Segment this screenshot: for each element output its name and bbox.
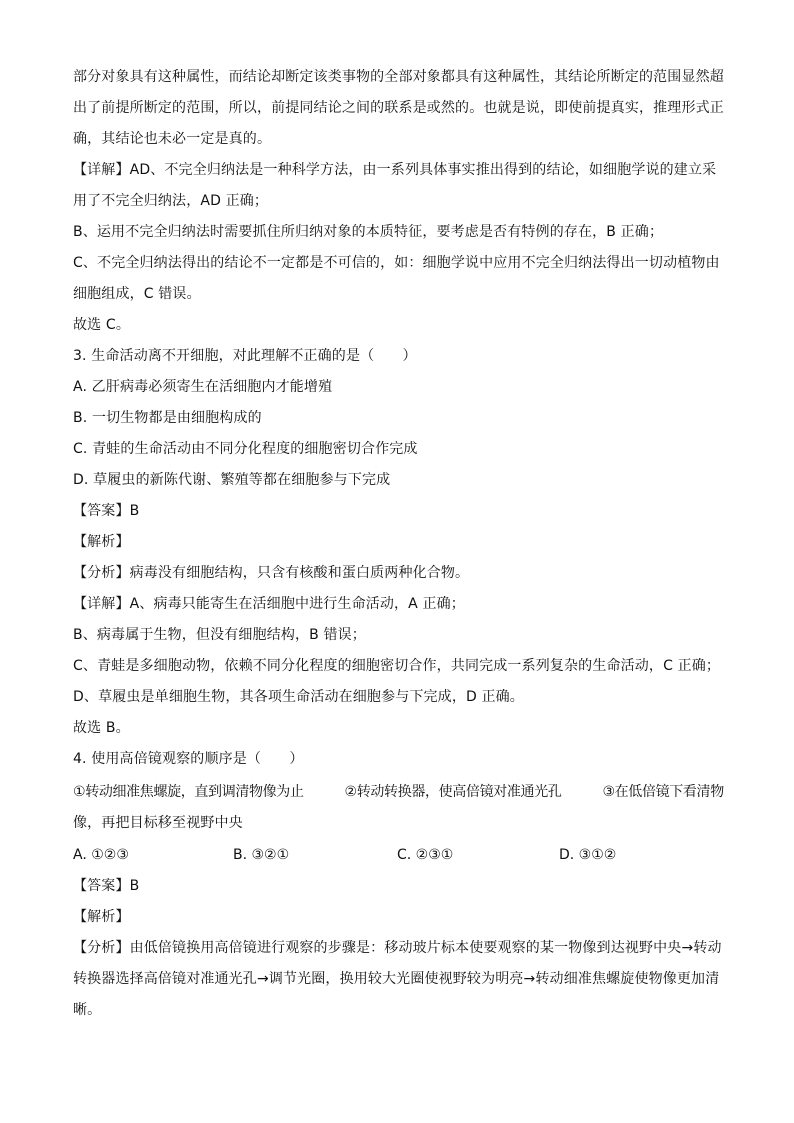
question-3-stem: 3. 生命活动离不开细胞，对此理解不正确的是（ ） (73, 348, 417, 364)
question-4-option-c: C. ②③① (397, 847, 454, 863)
text-line: 晰。 (73, 1002, 102, 1018)
text-line: 确，其结论也未必一定是真的。 (73, 131, 272, 147)
question-3-option-c: C. 青蛙的生命活动由不同分化程度的细胞密切合作完成 (73, 441, 418, 457)
question-4-steps: ①转动细准焦螺旋，直到调清物像为止 ②转动转换器，使高倍镜对准通光孔 ③在低倍镜下看清物 (73, 784, 724, 800)
question-4-option-d: D. ③①② (559, 847, 617, 863)
text-line: D、草履虫是单细胞生物，其各项生命活动在细胞参与下完成，D 正确。 (73, 689, 524, 705)
text-line: 故选 C。 (73, 317, 130, 333)
question-4-option-b: B. ③②① (233, 847, 290, 863)
question-4-stem: 4. 使用高倍镜观察的顺序是（ ） (73, 751, 304, 767)
question-3-option-d: D. 草履虫的新陈代谢、繁殖等都在细胞参与下完成 (73, 472, 391, 488)
answer-label: 【答案】B (73, 878, 140, 894)
text-line: B、运用不完全归纳法时需要抓住所归纳对象的本质特征，要考虑是否有特例的存在，B 正确； (73, 224, 664, 240)
text-line: 出了前提所断定的范围，所以，前提同结论之间的联系是或然的。也就是说，即使前提真实，推理形式正 (73, 100, 724, 116)
text-line: 用了不完全归纳法，AD 正确； (73, 193, 269, 209)
question-3-option-a: A. 乙肝病毒必须寄生在活细胞内才能增殖 (73, 379, 333, 395)
question-3-option-b: B. 一切生物都是由细胞构成的 (73, 410, 262, 426)
text-line: C、青蛙是多细胞动物，依赖不同分化程度的细胞密切合作，共同完成一系列复杂的生命活动，C 正确； (73, 658, 721, 674)
text-line: 转换器选择高倍镜对准通光孔→调节光圈，换用较大光圈使视野较为明亮→转动细准焦螺旋使物像更加清 (73, 971, 720, 987)
text-line: 细胞组成，C 错误。 (73, 286, 201, 302)
text-line: 【详解】A、病毒只能寄生在活细胞中进行生命活动，A 正确； (73, 596, 465, 612)
question-4-steps-cont: 像，再把目标移至视野中央 (73, 815, 243, 831)
text-line: 【分析】由低倍镜换用高倍镜进行观察的步骤是：移动玻片标本使要观察的某一物像到达视野中央→转动 (73, 940, 722, 956)
text-line: 故选 B。 (73, 720, 130, 736)
answer-label: 【答案】B (73, 503, 140, 519)
text-line: 【详解】AD、不完全归纳法是一种科学方法，由一系列具体事实推出得到的结论，如细胞学说的建立采 (73, 162, 717, 178)
text-line: 【分析】病毒没有细胞结构，只含有核酸和蛋白质两种化合物。 (73, 565, 470, 581)
question-4-option-a: A. ①②③ (73, 847, 129, 863)
text-line: B、病毒属于生物，但没有细胞结构，B 错误； (73, 627, 366, 643)
text-line: C、不完全归纳法得出的结论不一定都是不可信的，如：细胞学说中应用不完全归纳法得出一切动植物由 (73, 255, 720, 271)
analysis-label: 【解析】 (73, 909, 130, 925)
text-line: 部分对象具有这种属性，而结论却断定该类事物的全部对象都具有这种属性，其结论所断定的范围显然超 (73, 69, 724, 85)
analysis-label: 【解析】 (73, 534, 130, 550)
